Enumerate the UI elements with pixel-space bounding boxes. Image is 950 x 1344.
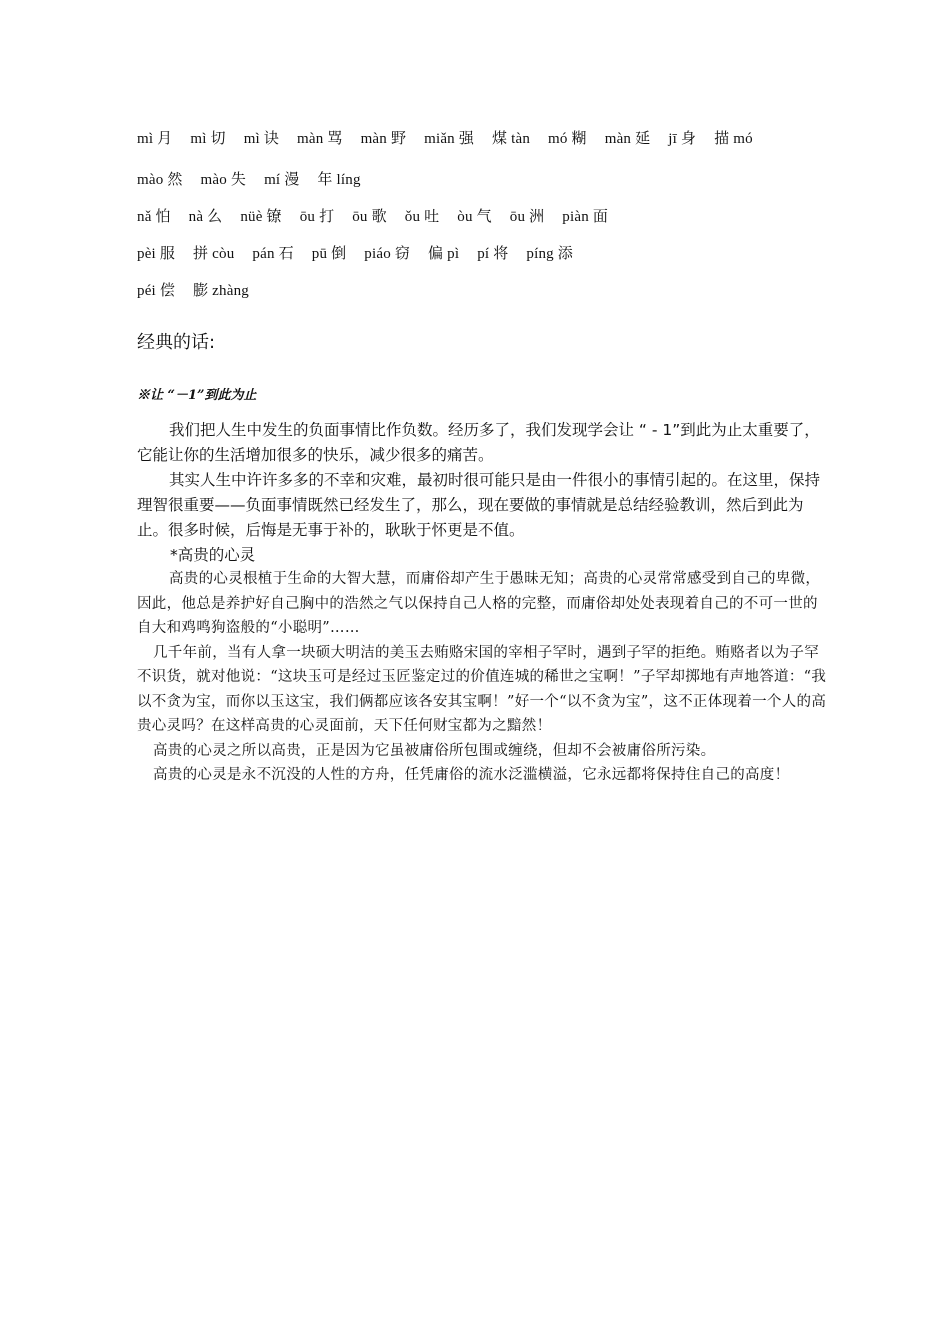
vocab-item: ōu 歌 bbox=[352, 209, 387, 225]
vocab-line-5 bbox=[137, 279, 263, 300]
vocab-item: píng 添 bbox=[526, 246, 573, 262]
vocab-item: pán 石 bbox=[252, 246, 294, 262]
vocab-item: 煤 tàn bbox=[492, 131, 531, 147]
vocab-line-4 bbox=[137, 242, 587, 263]
vocab-item: piàn 面 bbox=[562, 209, 609, 225]
vocab-item: nǎ 怕 bbox=[137, 209, 171, 225]
vocab-item: miǎn 强 bbox=[424, 131, 475, 147]
essay-paragraph: 其实人生中许许多多的不幸和灾难，最初时很可能只是由一件很小的事情引起的。在这里，保持理智很重要——负面事情既然已经发生了，那么，现在要做的事情就是总结经验教训，然后到此为止。很多时候，后悔是无事于补的，耿耿于怀更是不值。 bbox=[137, 471, 821, 539]
vocab-item: ōu 洲 bbox=[509, 209, 545, 225]
vocab-item: piáo 窃 bbox=[364, 246, 411, 262]
essay-subheading: *高贵的心灵 bbox=[170, 546, 256, 564]
essay-paragraph: 几千年前，当有人拿一块硕大明洁的美玉去贿赂宋国的宰相子罕时，遇到子罕的拒绝。贿赂者以为子罕不识货，就对他说：“这块玉可是经过玉匠鉴定过的价值连城的稀世之宝啊！”子罕却掷地有声地答道：“我以不贪为宝，而你以玉这宝，我们俩都应该各安其宝啊！”好一个“以不贪为宝”，这不正体现着一个人的高贵心灵吗？在这样高贵的心灵面前，天下任何财宝都为之黯然！ bbox=[137, 644, 827, 734]
essay-paragraph: 高贵的心灵根植于生命的大智大慧，而庸俗却产生于愚昧无知；高贵的心灵常常感受到自己的卑微，因此，他总是养护好自己胸中的浩然之气以保持自己人格的完整，而庸俗却处处表现着自己的不可一世的自大和鸡鸣狗盗般的“小聪明”…… bbox=[137, 571, 821, 636]
vocab-item: péi 偿 bbox=[137, 283, 176, 299]
essay-paragraph: 我们把人生中发生的负面事情比作负数。经历多了，我们发现学会让 “ - 1”到此为止太重要了，它能让你的生活增加很多的快乐，减少很多的痛苦。 bbox=[137, 421, 820, 464]
vocab-item: 描 mó bbox=[714, 131, 753, 147]
vocab-item: mào 然 bbox=[137, 172, 183, 188]
vocab-item: pèi 服 bbox=[137, 246, 176, 262]
vocab-item: màn 延 bbox=[604, 131, 651, 147]
vocab-item: mí 漫 bbox=[264, 172, 300, 188]
vocab-line-1 bbox=[137, 127, 767, 148]
vocab-item: 拼 còu bbox=[193, 246, 235, 262]
vocab-item: jī 身 bbox=[668, 131, 697, 147]
vocab-item: màn 野 bbox=[360, 131, 407, 147]
vocab-item: nà 么 bbox=[188, 209, 223, 225]
vocab-item: pū 倒 bbox=[311, 246, 347, 262]
vocab-line-2 bbox=[137, 168, 375, 189]
essay-body bbox=[137, 418, 827, 543]
vocab-item: 偏 pì bbox=[428, 246, 460, 262]
vocab-item: mì 月 bbox=[137, 131, 173, 147]
essay-paragraph: 高贵的心灵是永不沉没的人性的方舟，任凭庸俗的流水泛滥横溢，它永远都将保持住自己的高度！ bbox=[153, 767, 790, 783]
vocab-item: 膨 zhàng bbox=[193, 283, 249, 299]
vocab-item: mào 失 bbox=[200, 172, 247, 188]
vocab-item: mì 诀 bbox=[243, 131, 280, 147]
vocab-line-3 bbox=[137, 205, 622, 226]
section-heading: 经典的话: bbox=[137, 332, 216, 353]
vocab-item: mó 糊 bbox=[548, 131, 587, 147]
vocab-item: pí 将 bbox=[477, 246, 509, 262]
essay-body bbox=[137, 567, 827, 788]
vocab-item: òu 气 bbox=[457, 209, 492, 225]
vocab-item: 年 líng bbox=[317, 172, 361, 188]
vocab-item: màn 骂 bbox=[297, 131, 343, 147]
vocab-item: nüè 镣 bbox=[240, 209, 282, 225]
essay-paragraph: 高贵的心灵之所以高贵，正是因为它虽被庸俗所包围或缠绕，但却不会被庸俗所污染。 bbox=[153, 742, 716, 759]
essay-title: ※让 “－1”到此为止 bbox=[137, 388, 257, 403]
vocab-item: ōu 打 bbox=[299, 209, 335, 225]
vocab-item: mì 切 bbox=[190, 131, 226, 147]
vocab-item: ǒu 吐 bbox=[404, 209, 440, 225]
